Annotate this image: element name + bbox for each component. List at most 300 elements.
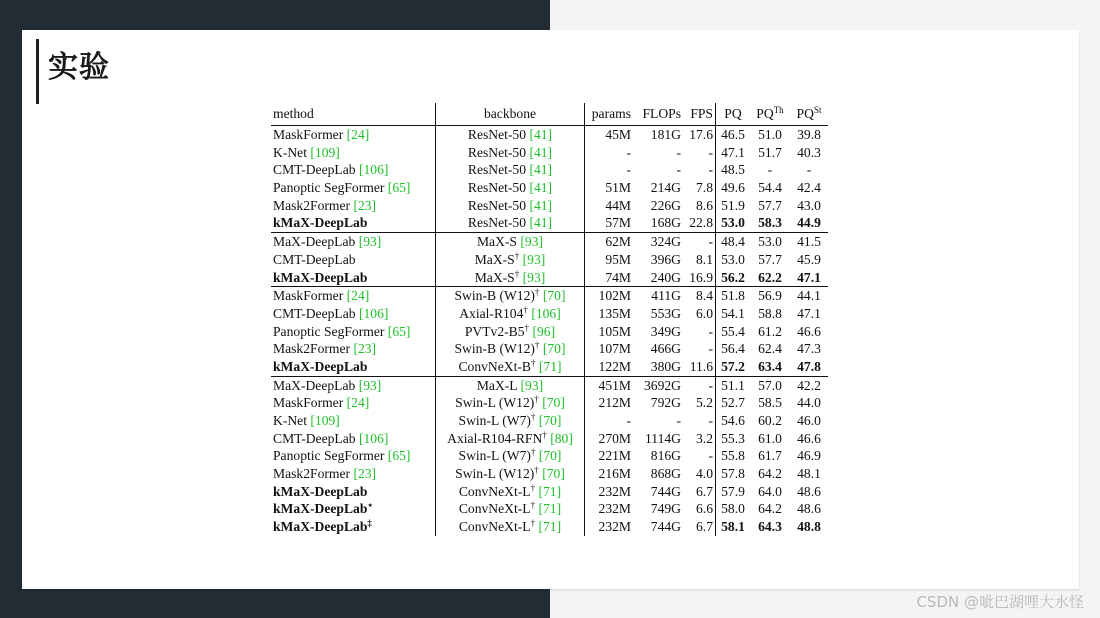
cell-pq-st: 48.6 — [797, 483, 821, 499]
cell-params: 95M — [605, 251, 631, 267]
cell-backbone — [436, 305, 585, 323]
method-name: MaskFormer — [273, 127, 344, 143]
cell-flops: 181G — [650, 127, 681, 143]
cell-flops: - — [676, 144, 681, 160]
cell-pq-st: 41.5 — [790, 233, 828, 251]
method-name: MaX-DeepLab — [273, 377, 356, 393]
backbone-citation-link[interactable]: [71] — [538, 358, 562, 374]
cell-backbone — [436, 376, 585, 394]
cell-pq-th: 64.3 — [758, 519, 782, 535]
cell-pq-th: 61.0 — [758, 430, 782, 446]
table-row — [271, 233, 828, 251]
slide — [22, 30, 1079, 589]
backbone-name: Swin-L (W12) — [455, 466, 535, 482]
cell-method — [271, 161, 436, 179]
cell-method — [271, 465, 436, 483]
cell-pq: 57.9 — [721, 483, 745, 499]
method-citation-link[interactable]: [109] — [310, 413, 340, 429]
backbone-superscript: † — [534, 340, 540, 351]
cell-fps: 8.1 — [683, 251, 716, 269]
cell-pq-th: 56.9 — [750, 287, 790, 305]
cell-method — [271, 500, 436, 518]
backbone-citation-link[interactable]: [70] — [538, 448, 562, 464]
cell-params: - — [626, 413, 631, 429]
cell-fps: 6.0 — [683, 305, 716, 323]
backbone-citation-link[interactable]: [93] — [522, 251, 546, 267]
cell-pq-st: 44.9 — [797, 215, 821, 231]
backbone-name: ResNet-50 — [467, 180, 527, 196]
cell-pq-st: 43.0 — [797, 197, 821, 213]
cell-pq: 55.3 — [721, 430, 745, 446]
cell-flops: 168G — [650, 215, 681, 231]
header-pq-th-sup: Th — [773, 105, 784, 116]
backbone-superscript: † — [524, 322, 530, 333]
cell-params: 451M — [585, 376, 634, 394]
backbone-superscript: † — [530, 518, 536, 529]
table-body — [271, 126, 828, 536]
cell-pq-th: 57.7 — [758, 197, 782, 213]
cell-fps: 17.6 — [683, 126, 716, 144]
backbone-superscript: † — [534, 287, 540, 298]
method-name: kMaX-DeepLab — [273, 215, 368, 231]
cell-fps: - — [683, 340, 716, 358]
cell-pq-th: 64.2 — [758, 466, 782, 482]
cell-method — [271, 144, 436, 162]
method-name: CMT-DeepLab — [273, 305, 356, 321]
table-row — [271, 269, 828, 287]
method-citation-link[interactable]: [23] — [353, 341, 377, 357]
slide-title: 实验 — [48, 50, 110, 85]
table-row — [271, 447, 828, 465]
cell-fps: 8.6 — [683, 197, 716, 215]
cell-flops: 553G — [650, 305, 681, 321]
method-name: Panoptic SegFormer — [273, 323, 385, 339]
backbone-superscript: † — [530, 447, 536, 458]
cell-params: - — [626, 162, 631, 178]
backbone-citation-link[interactable]: [41] — [529, 180, 553, 196]
method-name: MaX-DeepLab — [273, 234, 356, 250]
cell-pq-st: - — [806, 162, 812, 178]
cell-method — [271, 197, 436, 215]
cell-fps: 16.9 — [683, 269, 716, 287]
cell-pq: 48.5 — [721, 162, 745, 178]
cell-flops: 868G — [650, 466, 681, 482]
method-name: Mask2Former — [273, 341, 351, 357]
cell-flops: - — [676, 413, 681, 429]
cell-method — [271, 269, 436, 287]
backbone-citation-link[interactable]: [70] — [542, 341, 566, 357]
cell-pq: 46.5 — [721, 127, 745, 143]
cell-params: 57M — [605, 215, 631, 231]
table-row — [271, 287, 828, 305]
backbone-citation-link[interactable]: [80] — [550, 430, 573, 446]
cell-backbone — [436, 340, 585, 358]
header-pq-st — [790, 103, 828, 126]
cell-params: 232M — [598, 519, 631, 535]
cell-pq-th: 58.8 — [758, 305, 782, 321]
method-citation-link[interactable]: [65] — [387, 323, 411, 339]
cell-backbone — [436, 269, 585, 287]
cell-method — [271, 126, 436, 144]
cell-params: 221M — [598, 448, 631, 464]
method-superscript: ‡ — [367, 518, 372, 529]
cell-method — [271, 376, 436, 394]
method-name: Mask2Former — [273, 466, 351, 482]
method-citation-link[interactable]: [23] — [353, 197, 377, 213]
table-row — [271, 412, 828, 430]
cell-pq: 55.4 — [721, 323, 745, 339]
backbone-name: ConvNeXt-L — [458, 501, 531, 517]
cell-pq: 52.7 — [721, 395, 745, 411]
cell-pq-st: 40.3 — [797, 144, 821, 160]
method-citation-link[interactable]: [24] — [346, 288, 370, 304]
backbone-citation-link[interactable]: [41] — [529, 144, 553, 160]
table-row — [271, 214, 828, 232]
cell-pq: 54.1 — [721, 305, 745, 321]
cell-backbone — [436, 126, 585, 144]
cell-pq: 48.4 — [716, 233, 751, 251]
backbone-citation-link[interactable]: [93] — [520, 377, 544, 393]
cell-pq-th: 63.4 — [758, 358, 782, 374]
table-row — [271, 323, 828, 341]
method-name: CMT-DeepLab — [273, 430, 356, 446]
cell-flops: 744G — [650, 483, 681, 499]
cell-pq-st: 42.4 — [797, 180, 821, 196]
cell-pq: 57.2 — [721, 358, 745, 374]
cell-backbone — [436, 430, 585, 448]
backbone-name: Swin-B (W12) — [454, 288, 535, 304]
table-row — [271, 179, 828, 197]
cell-pq-th: 62.4 — [758, 341, 782, 357]
cell-pq: 53.0 — [721, 215, 745, 231]
cell-params: 216M — [598, 466, 631, 482]
cell-fps: - — [683, 161, 716, 179]
backbone-superscript: † — [534, 465, 539, 476]
method-superscript: ⋆ — [367, 500, 374, 511]
backbone-name: Swin-L (W12) — [455, 395, 535, 411]
cell-method — [271, 430, 436, 448]
backbone-citation-link[interactable]: [93] — [522, 269, 546, 285]
cell-fps: 11.6 — [683, 358, 716, 376]
cell-pq-st: 46.9 — [797, 448, 821, 464]
header-pq-th-text: PQ — [756, 106, 774, 122]
cell-fps: - — [683, 144, 716, 162]
cell-method — [271, 287, 436, 305]
table-header-row — [271, 103, 828, 126]
cell-method — [271, 340, 436, 358]
cell-pq-th: 64.2 — [758, 501, 782, 517]
backbone-citation-link[interactable]: [70] — [538, 413, 562, 429]
cell-params: 62M — [585, 233, 634, 251]
cell-pq-st: 44.0 — [797, 395, 821, 411]
method-citation-link[interactable]: [65] — [387, 180, 411, 196]
cell-params: 232M — [598, 501, 631, 517]
backbone-superscript: † — [514, 268, 520, 279]
cell-pq-st: 47.8 — [797, 358, 821, 374]
cell-backbone — [436, 144, 585, 162]
cell-flops: - — [676, 162, 681, 178]
method-citation-link[interactable]: [106] — [358, 162, 389, 178]
backbone-superscript: † — [542, 429, 547, 440]
cell-flops: 792G — [650, 395, 681, 411]
backbone-citation-link[interactable]: [41] — [529, 127, 553, 143]
cell-pq-st: 45.9 — [797, 251, 821, 267]
backbone-superscript: † — [530, 412, 536, 423]
cell-params: 44M — [605, 197, 631, 213]
cell-params: 45M — [605, 127, 631, 143]
method-name: kMaX-DeepLab — [273, 501, 368, 517]
cell-method — [271, 394, 436, 412]
table-row — [271, 126, 828, 144]
cell-pq: 57.8 — [721, 466, 745, 482]
cell-method — [271, 483, 436, 501]
cell-fps: 6.7 — [683, 483, 716, 501]
cell-fps: 22.8 — [683, 214, 716, 232]
watermark: CSDN @呲巴湖哩大水怪 — [916, 593, 1084, 611]
table-row — [271, 161, 828, 179]
cell-method — [271, 323, 436, 341]
backbone-citation-link[interactable]: [71] — [538, 501, 562, 517]
backbone-name: Axial-R104-RFN — [447, 430, 543, 446]
cell-pq: 55.8 — [721, 448, 745, 464]
backbone-superscript: † — [530, 357, 536, 368]
method-citation-link[interactable]: [23] — [353, 466, 377, 482]
backbone-name: PVTv2-B5 — [464, 323, 525, 339]
backbone-name: Swin-L (W7) — [458, 448, 531, 464]
cell-pq: 56.4 — [721, 341, 745, 357]
cell-flops: 214G — [650, 180, 681, 196]
cell-pq-th: 53.0 — [750, 233, 790, 251]
cell-flops: 324G — [633, 233, 683, 251]
cell-backbone — [436, 323, 585, 341]
table-row — [271, 305, 828, 323]
cell-pq-st: 42.2 — [790, 376, 828, 394]
method-citation-link[interactable]: [24] — [346, 127, 370, 143]
cell-backbone — [436, 179, 585, 197]
cell-fps: - — [683, 447, 716, 465]
cell-pq-st: 47.3 — [797, 341, 821, 357]
method-name: MaskFormer — [273, 395, 344, 411]
cell-backbone — [436, 233, 585, 251]
cell-pq-th: 51.0 — [758, 127, 782, 143]
cell-method — [271, 412, 436, 430]
backbone-name: ResNet-50 — [467, 215, 527, 231]
cell-method — [271, 518, 436, 536]
backbone-citation-link[interactable]: [70] — [542, 395, 565, 411]
cell-fps: 7.8 — [683, 179, 716, 197]
cell-flops: 816G — [650, 448, 681, 464]
cell-pq-th: 64.0 — [758, 483, 782, 499]
table-row — [271, 376, 828, 394]
backbone-citation-link[interactable]: [41] — [529, 215, 553, 231]
cell-method — [271, 214, 436, 232]
table-row — [271, 144, 828, 162]
cell-pq: 56.2 — [721, 269, 745, 285]
cell-fps: - — [683, 233, 716, 251]
backbone-name: ResNet-50 — [467, 144, 527, 160]
cell-backbone — [436, 161, 585, 179]
cell-pq: 51.8 — [716, 287, 751, 305]
cell-flops: 411G — [633, 287, 683, 305]
cell-pq-th: 57.0 — [750, 376, 790, 394]
cell-flops: 349G — [650, 323, 681, 339]
cell-pq: 47.1 — [721, 144, 745, 160]
table-row — [271, 251, 828, 269]
method-name: Panoptic SegFormer — [273, 180, 385, 196]
cell-backbone — [436, 500, 585, 518]
method-name: Panoptic SegFormer — [273, 448, 385, 464]
method-name: kMaX-DeepLab — [273, 358, 368, 374]
backbone-citation-link[interactable]: [70] — [542, 288, 566, 304]
cell-backbone — [436, 465, 585, 483]
cell-method — [271, 447, 436, 465]
cell-backbone — [436, 412, 585, 430]
cell-params: - — [626, 144, 631, 160]
cell-params: 51M — [605, 180, 631, 196]
backbone-name: Axial-R104 — [459, 305, 524, 321]
backbone-citation-link[interactable]: [71] — [538, 519, 562, 535]
cell-flops: 466G — [650, 341, 681, 357]
header-pq: PQ — [716, 103, 751, 126]
cell-flops: 226G — [650, 197, 681, 213]
table-row — [271, 430, 828, 448]
method-citation-link[interactable]: [106] — [358, 305, 389, 321]
backbone-citation-link[interactable]: [71] — [538, 483, 562, 499]
method-citation-link[interactable]: [106] — [358, 430, 389, 446]
header-flops: FLOPs — [633, 103, 683, 126]
cell-flops: 380G — [650, 358, 681, 374]
cell-params: 122M — [598, 358, 631, 374]
backbone-citation-link[interactable]: [41] — [529, 162, 553, 178]
header-pq-th — [750, 103, 790, 126]
method-citation-link[interactable]: [65] — [387, 448, 411, 464]
cell-backbone — [436, 287, 585, 305]
cell-flops: 1114G — [645, 430, 681, 446]
header-method: method — [271, 103, 436, 126]
cell-pq: 54.6 — [721, 413, 745, 429]
cell-pq-st: 46.6 — [797, 430, 821, 446]
cell-fps: - — [683, 412, 716, 430]
cell-params: 105M — [598, 323, 631, 339]
header-pq-st-text: PQ — [796, 106, 814, 122]
method-citation-link[interactable]: [93] — [358, 234, 382, 250]
backbone-name: ConvNeXt-L — [458, 519, 531, 535]
cell-fps: - — [683, 376, 716, 394]
method-name: K-Net — [273, 144, 307, 160]
cell-flops: 744G — [650, 519, 681, 535]
table-row — [271, 500, 828, 518]
backbone-superscript: † — [530, 500, 536, 511]
cell-pq-st: 47.1 — [797, 305, 821, 321]
backbone-citation-link[interactable]: [96] — [532, 323, 556, 339]
cell-pq-th: 61.7 — [758, 448, 782, 464]
cell-pq: 51.1 — [716, 376, 751, 394]
cell-pq-st: 48.6 — [797, 501, 821, 517]
cell-backbone — [436, 518, 585, 536]
cell-pq-th: 58.5 — [758, 395, 782, 411]
table-row — [271, 197, 828, 215]
method-name: CMT-DeepLab — [273, 162, 356, 178]
cell-pq: 53.0 — [721, 251, 745, 267]
backbone-name: ResNet-50 — [467, 162, 527, 178]
cell-params: 232M — [598, 483, 631, 499]
method-citation-link[interactable]: [24] — [346, 395, 370, 411]
header-pq-st-sup: St — [813, 105, 822, 116]
cell-method — [271, 233, 436, 251]
backbone-name: ConvNeXt-B — [458, 358, 531, 374]
cell-backbone — [436, 394, 585, 412]
header-params: params — [585, 103, 634, 126]
cell-method — [271, 358, 436, 376]
results-table — [271, 103, 828, 536]
cell-backbone — [436, 214, 585, 232]
backbone-name: Swin-L (W7) — [458, 413, 531, 429]
backbone-citation-link[interactable]: [41] — [529, 197, 553, 213]
cell-flops: 396G — [650, 251, 681, 267]
method-name: kMaX-DeepLab — [273, 519, 368, 535]
table-row — [271, 340, 828, 358]
method-name: MaskFormer — [273, 288, 344, 304]
backbone-citation-link[interactable]: [106] — [531, 305, 561, 321]
cell-params: 212M — [598, 395, 631, 411]
cell-backbone — [436, 197, 585, 215]
cell-params: 107M — [598, 341, 631, 357]
cell-pq-st: 47.1 — [797, 269, 821, 285]
cell-pq-th: 57.7 — [758, 251, 782, 267]
cell-pq-th: 54.4 — [758, 180, 782, 196]
backbone-superscript: † — [523, 304, 528, 315]
cell-fps: 5.2 — [683, 394, 716, 412]
cell-pq-th: 61.2 — [758, 323, 782, 339]
cell-flops: 240G — [650, 269, 681, 285]
method-citation-link[interactable]: [109] — [310, 144, 340, 160]
cell-pq-th: 60.2 — [758, 413, 782, 429]
cell-backbone — [436, 483, 585, 501]
backbone-name: MaX-S — [474, 251, 515, 267]
backbone-citation-link[interactable]: [93] — [520, 234, 544, 250]
method-name: kMaX-DeepLab — [273, 269, 368, 285]
cell-fps: - — [683, 323, 716, 341]
cell-pq-th: 62.2 — [758, 269, 782, 285]
cell-backbone — [436, 251, 585, 269]
header-fps: FPS — [683, 103, 716, 126]
cell-fps: 6.6 — [683, 500, 716, 518]
backbone-name: MaX-L — [476, 377, 518, 393]
cell-params: 270M — [598, 430, 631, 446]
cell-pq-st: 48.1 — [797, 466, 821, 482]
cell-pq-st: 39.8 — [797, 127, 821, 143]
cell-pq-th: 58.3 — [758, 215, 782, 231]
table-row — [271, 394, 828, 412]
cell-backbone — [436, 447, 585, 465]
table-row — [271, 518, 828, 536]
method-name: kMaX-DeepLab — [273, 483, 368, 499]
backbone-citation-link[interactable]: [70] — [542, 466, 565, 482]
backbone-superscript: † — [530, 482, 536, 493]
cell-params: 102M — [585, 287, 634, 305]
backbone-superscript: † — [534, 394, 539, 405]
cell-pq: 58.1 — [721, 519, 745, 535]
cell-pq-st: 46.6 — [797, 323, 821, 339]
table-row — [271, 358, 828, 376]
cell-fps: 4.0 — [683, 465, 716, 483]
backbone-name: MaX-S — [474, 269, 515, 285]
cell-method — [271, 251, 436, 269]
backbone-superscript: † — [514, 250, 520, 261]
table-row — [271, 465, 828, 483]
cell-pq-th: 51.7 — [758, 144, 782, 160]
method-citation-link[interactable]: [93] — [358, 377, 382, 393]
